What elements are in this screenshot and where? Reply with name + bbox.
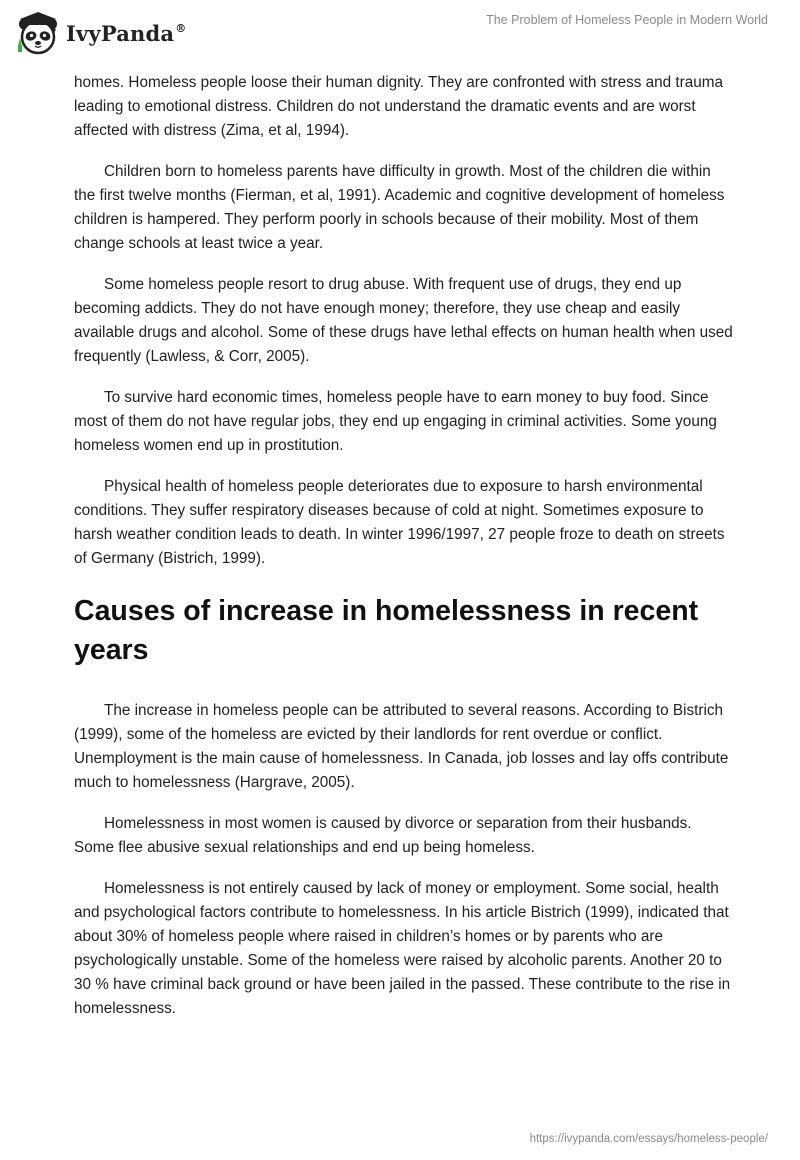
section-heading: Causes of increase in homelessness in recent years bbox=[74, 595, 699, 666]
paragraph: The increase in homeless people can be attributed to several reasons. According to Bistrich (1999), some of the homeless are evicted by their landlords for rent overdue or conflict. Unemployment is the main cause of homelessness. In Canada, job losses and lay offs contribute much to homelessness (Hargrave, 2005). bbox=[74, 702, 729, 791]
paragraph: Physical health of homeless people deteriorates due to exposure to harsh environmental conditions. They suffer respiratory diseases because of cold at night. Sometimes exposure to harsh weather condition leads to death. In winter 1996/1997, 27 people froze to death on streets of Germany (Bistrich, 1999). bbox=[74, 478, 725, 567]
document-title: The Problem of Homeless People in Modern World bbox=[486, 13, 768, 27]
paragraph: Children born to homeless parents have difficulty in growth. Most of the children die within the first twelve months (Fierman, et al, 1991). Academic and cognitive development of homeless children is hampered. They perform poorly in schools because of their mobility. Most of them change schools at least twice a year. bbox=[74, 163, 725, 252]
paragraph: Some homeless people resort to drug abuse. With frequent use of drugs, they end up becoming addicts. They do not have enough money; therefore, they use cheap and easily available drugs and alcohol. Some of these drugs have lethal effects on human health when used frequently (Lawless, & Corr, 2005). bbox=[74, 276, 733, 365]
essay-content bbox=[74, 71, 734, 1038]
paragraph: To survive hard economic times, homeless people have to earn money to buy food. Since most of them do not have regular jobs, they end up engaging in criminal activities. Some young homeless women end up in prostitution. bbox=[74, 389, 717, 454]
source-url-link[interactable]: https://ivypanda.com/essays/homeless-people/ bbox=[529, 1133, 768, 1145]
page-header bbox=[0, 0, 800, 70]
paragraph: Homelessness in most women is caused by divorce or separation from their husbands. Some flee abusive sexual relationships and end up being homeless. bbox=[74, 815, 692, 856]
brand-logo[interactable] bbox=[14, 10, 186, 56]
paragraph: Homelessness is not entirely caused by lack of money or employment. Some social, health and psychological factors contribute to homelessness. In his article Bistrich (1999), indicated that about 30% of homeless people where raised in children’s homes or by parents who are psychologically unstable. Some of the homeless were raised by alcoholic parents. Another 20 to 30 % have criminal back ground or have been jailed in the passed. These contribute to the rise in homelessness. bbox=[74, 880, 731, 1017]
panda-graduate-icon bbox=[14, 10, 62, 56]
trademark-symbol: ® bbox=[175, 21, 187, 35]
brand-name-text: IvyPanda bbox=[66, 20, 175, 46]
paragraph: homes. Homeless people loose their human dignity. They are confronted with stress and trauma leading to emotional distress. Children do not understand the dramatic events and are worst affected with distress (Zima, et al, 1994). bbox=[74, 74, 724, 139]
brand-name bbox=[66, 21, 186, 46]
